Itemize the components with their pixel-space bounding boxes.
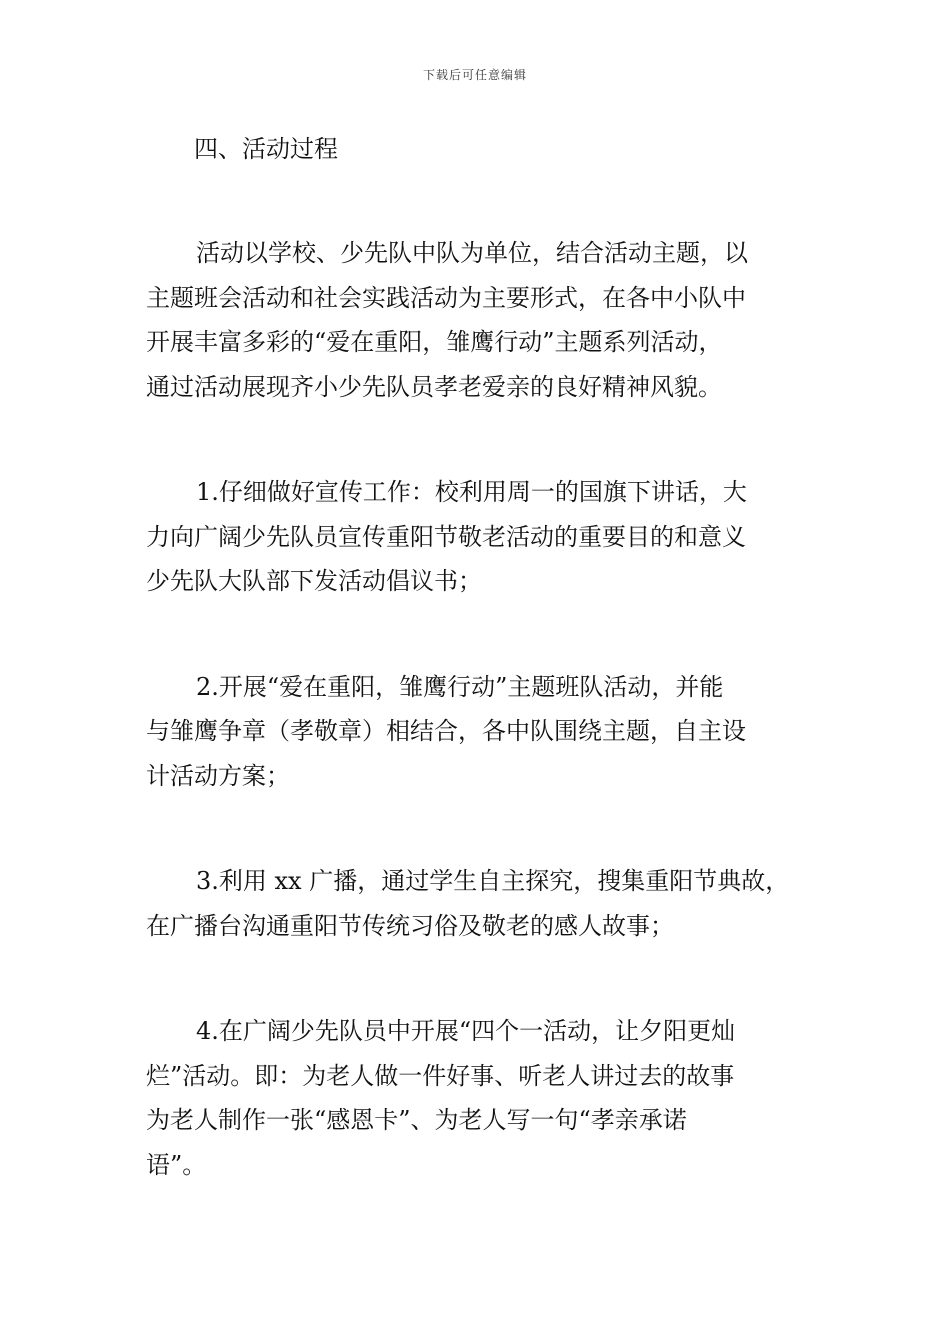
- paragraph-item-3: [146, 859, 811, 948]
- paragraph-line: 在广播台沟通重阳节传统习俗及敬老的感人故事；: [146, 911, 674, 940]
- paragraph-line: 计活动方案；: [146, 761, 290, 790]
- paragraph-line: 为老人制作一张“感恩卡”、为老人写一句“孝亲承诺: [146, 1106, 687, 1134]
- paragraph-item-4: [146, 1009, 811, 1187]
- paragraph-line: 主题班会活动和社会实践活动为主要形式，在各中小队中: [146, 283, 746, 312]
- paragraph-line: 2.开展“爱在重阳，雏鹰行动”主题班队活动，并能: [196, 672, 724, 701]
- paragraph-item-2: [146, 665, 811, 799]
- paragraph-intro: [146, 231, 811, 409]
- paragraph-line: 烂”活动。即：为老人做一件好事、听老人讲过去的故事: [146, 1061, 735, 1090]
- paragraph-line: 4.在广阔少先队员中开展“四个一活动，让夕阳更灿: [196, 1017, 736, 1045]
- paragraph-line: 少先队大队部下发活动倡议书；: [146, 567, 482, 595]
- document-body: [146, 127, 811, 1187]
- header-note: 下载后可任意编辑: [422, 68, 527, 82]
- section-heading: 四、活动过程: [194, 135, 338, 163]
- paragraph-line: 通过活动展现齐小少先队员孝老爱亲的良好精神风貌。: [146, 372, 722, 401]
- paragraph-line: 活动以学校、少先队中队为单位，结合活动主题，以: [196, 239, 748, 267]
- paragraph-line: 1.仔细做好宣传工作：校利用周一的国旗下讲话，大: [196, 478, 747, 506]
- paragraph-line: 语”。: [146, 1150, 207, 1179]
- paragraph-line: 3.利用 xx 广播，通过学生自主探究，搜集重阳节典故，: [196, 867, 790, 895]
- paragraph-line: 与雏鹰争章（孝敬章）相结合，各中队围绕主题，自主设: [146, 717, 746, 745]
- paragraph-line: 力向广阔少先队员宣传重阳节敬老活动的重要目的和意义: [146, 522, 746, 551]
- paragraph-item-1: [146, 470, 811, 604]
- paragraph-line: 开展丰富多彩的“爱在重阳，雏鹰行动”主题系列活动，: [146, 328, 723, 356]
